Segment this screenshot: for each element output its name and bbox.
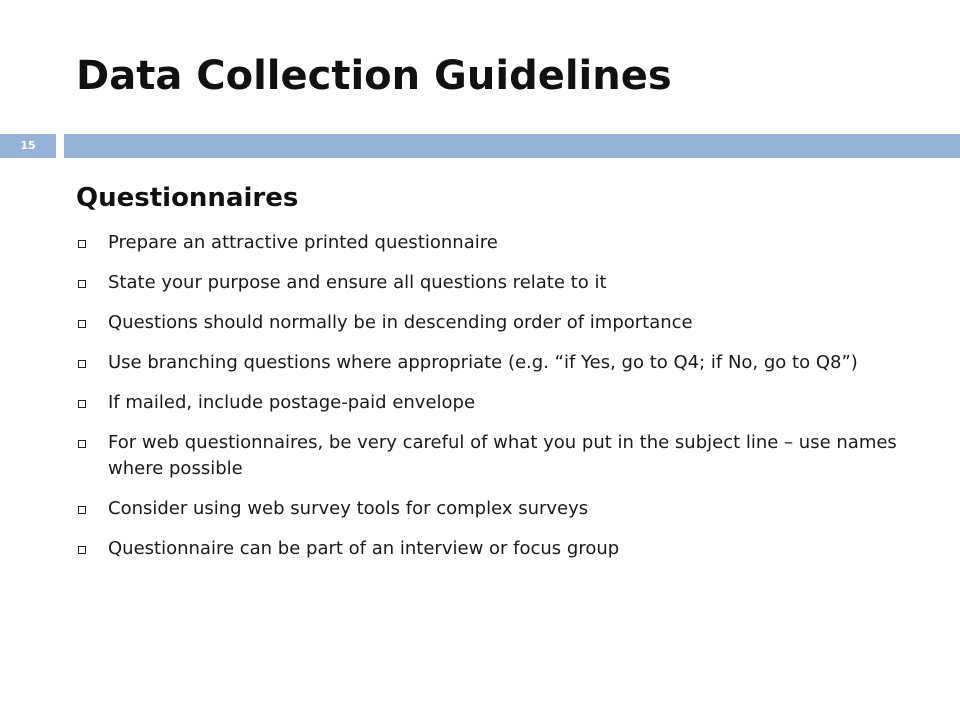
- list-item: [74, 270, 930, 296]
- bullet-text: Consider using web survey tools for complex surveys: [108, 498, 589, 519]
- bullet-text: State your purpose and ensure all questions relate to it: [108, 272, 607, 293]
- square-bullet-icon: [78, 240, 86, 248]
- bullet-list: [74, 230, 930, 576]
- bullet-text: For web questionnaires, be very careful of what you put in the subject line – use names where possible: [108, 432, 897, 479]
- bullet-text: Prepare an attractive printed questionnaire: [108, 232, 498, 253]
- header-divider-bar: [64, 134, 960, 158]
- slide-title: Data Collection Guidelines: [76, 53, 672, 99]
- square-bullet-icon: [78, 280, 86, 288]
- list-item: [74, 390, 930, 416]
- bullet-text: Use branching questions where appropriate (e.g. “if Yes, go to Q4; if No, go to Q8”): [108, 352, 858, 373]
- square-bullet-icon: [78, 320, 86, 328]
- square-bullet-icon: [78, 400, 86, 408]
- square-bullet-icon: [78, 360, 86, 368]
- square-bullet-icon: [78, 546, 86, 554]
- section-heading: Questionnaires: [76, 183, 299, 213]
- list-item: [74, 350, 930, 376]
- list-item: [74, 496, 930, 522]
- list-item: [74, 536, 930, 562]
- slide-number: 15: [0, 134, 56, 158]
- bullet-text: If mailed, include postage-paid envelope: [108, 392, 476, 413]
- list-item: [74, 310, 930, 336]
- list-item: [74, 230, 930, 256]
- square-bullet-icon: [78, 440, 86, 448]
- bullet-text: Questionnaire can be part of an interview or focus group: [108, 538, 620, 559]
- bullet-text: Questions should normally be in descending order of importance: [108, 312, 693, 333]
- list-item: [74, 430, 930, 482]
- square-bullet-icon: [78, 506, 86, 514]
